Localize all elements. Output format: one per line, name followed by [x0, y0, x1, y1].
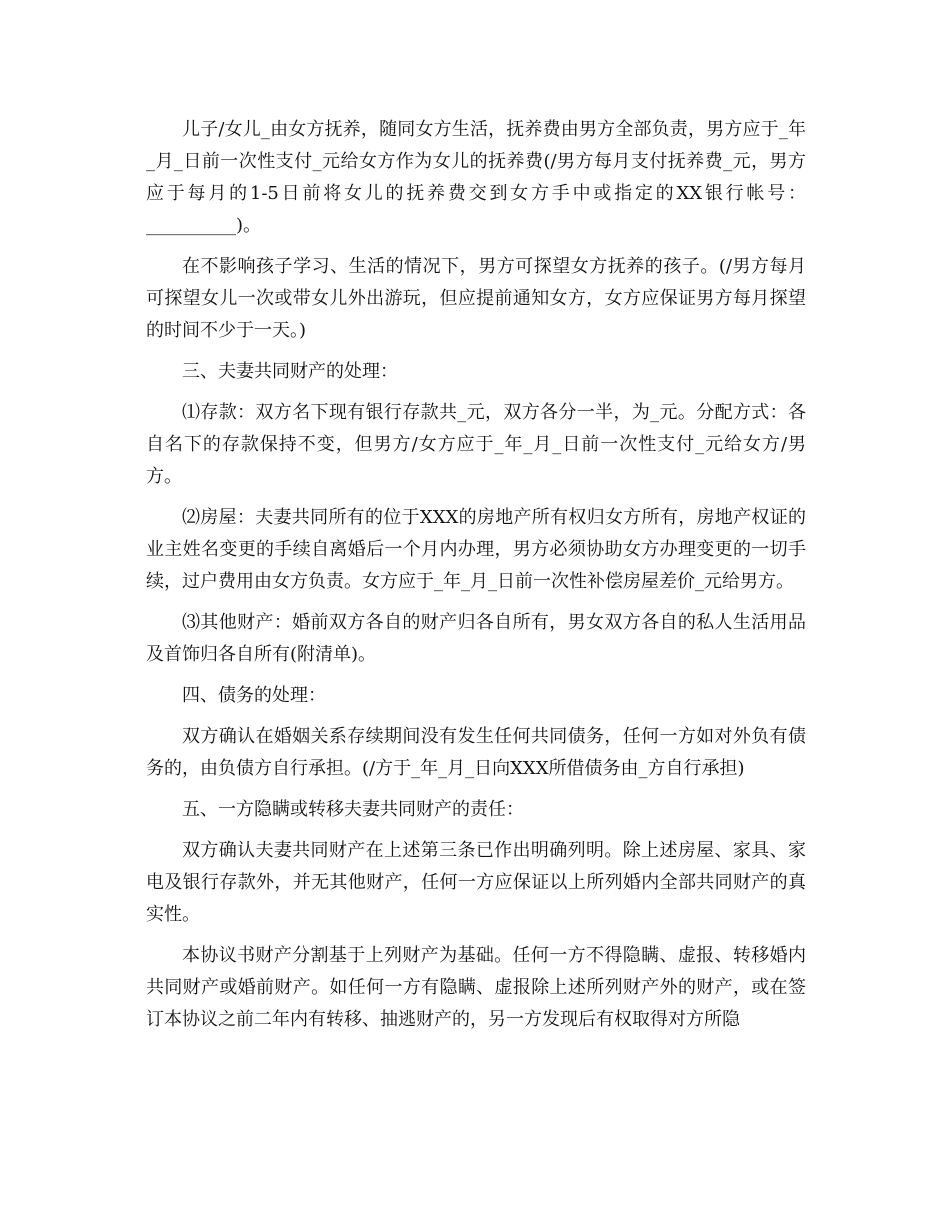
- paragraph-other-property: ⑶其他财产：婚前双方各自的财产归各自所有，男女双方各自的私人生活用品及首饰归各自所有(附清单)。: [146, 612, 806, 665]
- paragraph-savings: ⑴存款：双方名下现有银行存款共_元，双方各分一半，为_元。分配方式：各自名下的存款保持不变，但男方/女方应于_年_月_日前一次性支付_元给女方/男方。: [146, 402, 806, 487]
- heading-debts: 四、债务的处理：: [182, 685, 326, 706]
- heading-concealment-liability: 五、一方隐瞒或转移夫妻共同财产的责任：: [182, 799, 524, 820]
- paragraph-house: ⑵房屋：夫妻共同所有的位于XXX的房地产所有权归女方所有，房地产权证的业主姓名变更的手续自离婚后一个月内办理，男方必须协助女方办理变更的一切手续，过户费用由女方负责。女方应于_年_月_日前一次性补偿房屋差价_元给男方。: [146, 507, 806, 592]
- paragraph-debts: 双方确认在婚姻关系存续期间没有发生任何共同债务，任何一方如对外负有债务的，由负债方自行承担。(/方于_年_月_日向XXX所借债务由_方自行承担): [146, 726, 806, 779]
- paragraph-property-division: 本协议书财产分割基于上列财产为基础。任何一方不得隐瞒、虚报、转移婚内共同财产或婚前财产。如任何一方有隐瞒、虚报除上述所列财产外的财产，或在签订本协议之前二年内有转移、抽逃财产的，另一方发现后有权取得对方所隐: [146, 945, 806, 1030]
- paragraph-child-custody: 儿子/女儿_由女方抚养，随同女方生活，抚养费由男方全部负责，男方应于_年_月_日前一次性支付_元给女方作为女儿的抚养费(/男方每月支付抚养费_元，男方应于每月的1-5日前将女儿的抚养费交到女方手中或指定的XX银行帐号：__________)。: [146, 119, 806, 236]
- document-body: [146, 114, 806, 1045]
- paragraph-property-confirmation: 双方确认夫妻共同财产在上述第三条已作出明确列明。除上述房屋、家具、家电及银行存款外，并无其他财产，任何一方应保证以上所列婚内全部共同财产的真实性。: [146, 840, 806, 925]
- paragraph-visitation: 在不影响孩子学习、生活的情况下，男方可探望女方抚养的孩子。(/男方每月可探望女儿一次或带女儿外出游玩，但应提前通知女方，女方应保证男方每月探望的时间不少于一天。): [146, 256, 806, 341]
- heading-joint-property: 三、夫妻共同财产的处理：: [182, 361, 398, 382]
